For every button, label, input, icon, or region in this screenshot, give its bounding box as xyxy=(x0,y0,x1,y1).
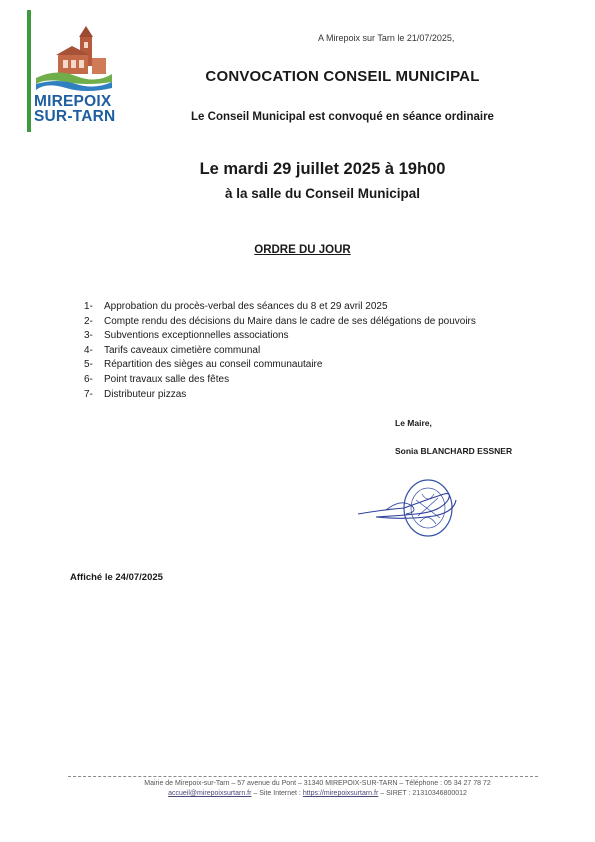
signatory-name: Sonia BLANCHARD ESSNER xyxy=(395,446,513,456)
agenda-item xyxy=(84,373,476,388)
agenda-item xyxy=(84,329,476,344)
agenda-item-text: Point travaux salle des fêtes xyxy=(104,373,230,385)
agenda-item xyxy=(84,315,476,330)
signatory-title: Le Maire, xyxy=(395,418,432,428)
agenda-item xyxy=(84,300,476,315)
agenda-item xyxy=(84,344,476,359)
agenda-item-number: 4- xyxy=(84,344,93,356)
agenda-item-text: Répartition des sièges au conseil communautaire xyxy=(104,359,323,371)
footer-site-label: – Site Internet : xyxy=(251,790,303,797)
document-subtitle: Le Conseil Municipal est convoqué en séance ordinaire xyxy=(191,111,494,123)
agenda-list xyxy=(84,300,476,402)
footer-contact xyxy=(0,790,595,797)
agenda-item-number: 6- xyxy=(84,373,93,385)
footer-address: Mairie de Mirepoix-sur-Tarn – 57 avenue du Pont – 31340 MIREPOIX-SUR-TARN – Téléphone : 05 34 27 78 72 xyxy=(144,780,491,787)
footer-website-link[interactable]: https://mirepoixsurtarn.fr xyxy=(302,790,379,797)
document-title: CONVOCATION CONSEIL MUNICIPAL xyxy=(205,68,480,85)
agenda-item-number: 3- xyxy=(84,330,93,342)
posted-date: Affiché le 24/07/2025 xyxy=(70,572,163,583)
agenda-item-text: Distributeur pizzas xyxy=(104,388,187,400)
logo-line-1: MIREPOIX xyxy=(34,93,112,110)
agenda-item-text: Compte rendu des décisions du Maire dans le cadre de ses délégations de pouvoirs xyxy=(104,315,476,327)
footer-siret: – SIRET : 21310346800012 xyxy=(378,790,467,797)
agenda-item-number: 7- xyxy=(84,388,93,400)
agenda-item-text: Approbation du procès-verbal des séances du 8 et 29 avril 2025 xyxy=(104,301,388,312)
agenda-heading: ORDRE DU JOUR xyxy=(254,244,351,256)
signature-stamp xyxy=(356,470,466,550)
logo-line-2: SUR-TARN xyxy=(34,108,116,125)
agenda-item-text: Tarifs caveaux cimetière communal xyxy=(104,344,261,356)
agenda-item-text: Subventions exceptionnelles associations xyxy=(104,330,289,342)
agenda-item-number: 2- xyxy=(84,315,93,327)
agenda-item xyxy=(84,358,476,373)
meeting-date: Le mardi 29 juillet 2025 à 19h00 xyxy=(199,160,446,178)
agenda-item-number: 5- xyxy=(84,359,93,371)
footer-divider xyxy=(68,776,538,777)
footer-email-link[interactable]: accueil@mirepoixsurtarn.fr xyxy=(168,790,252,797)
place-and-date: A Mirepoix sur Tarn le 21/07/2025, xyxy=(318,33,455,43)
agenda-item xyxy=(84,388,476,403)
agenda-item-number: 1- xyxy=(84,301,93,312)
meeting-venue: à la salle du Conseil Municipal xyxy=(224,186,421,201)
